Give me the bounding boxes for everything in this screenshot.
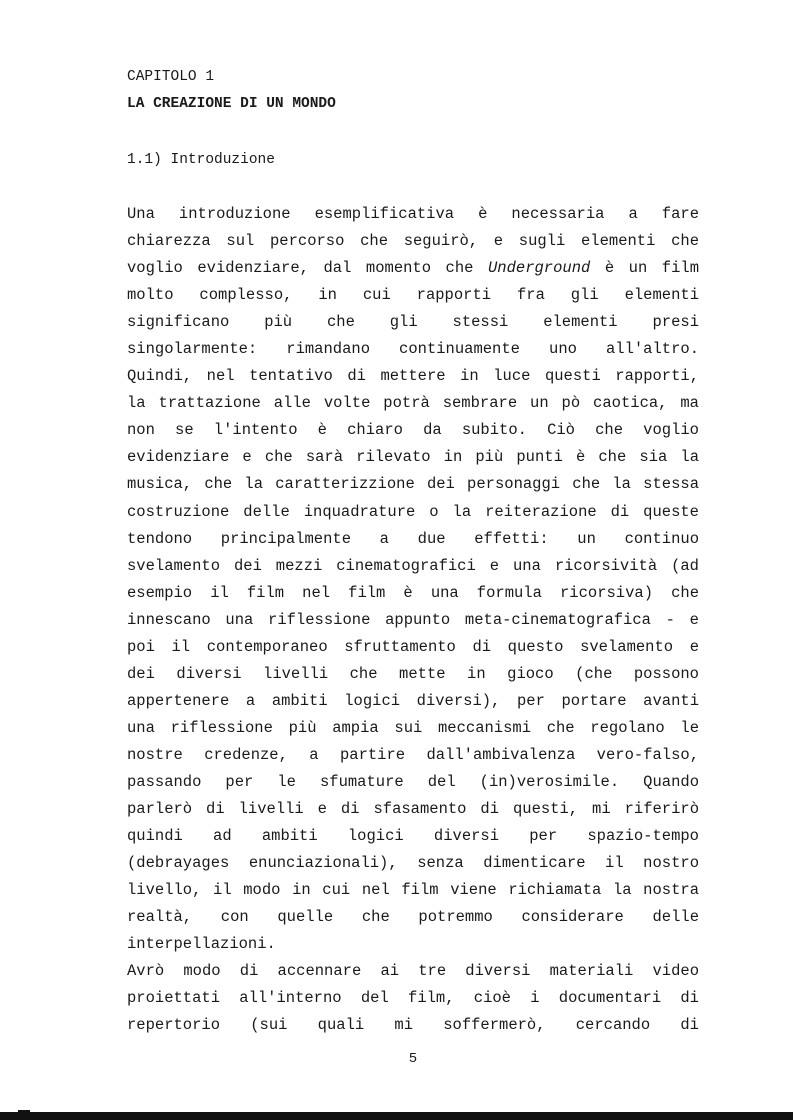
text-line: molto complesso, in cui rapporti fra gli elementi [127,286,699,305]
text-line: poi il contemporaneo sfruttamento di questo svelamento e [127,637,699,656]
text-line: costruzione delle inquadrature o la reiterazione di queste [127,502,699,521]
text-line: chiarezza sul percorso che seguirò, e sugli elementi che [127,232,699,251]
text-line: appertenere a ambiti logici diversi), per portare avanti [127,691,699,710]
chapter-title: LA CREAZIONE DI UN MONDO [127,96,336,112]
body-paragraphs [127,203,699,1041]
text-line: Quindi, nel tentativo di mettere in luce questi rapporti, [127,367,699,386]
text-line: realtà, con quelle che potremmo considerare delle [127,908,699,927]
text-line: interpellazioni. [127,935,276,954]
text-line: proiettati all'interno del film, cioè i documentari di [127,989,699,1008]
text-line: singolarmente: rimandano continuamente uno all'altro. [127,340,699,359]
text-line: innescano una riflessione appunto meta-cinematografica - e [127,610,699,629]
text-line: dei diversi livelli che mette in gioco (che possono [127,664,699,683]
text-line: Avrò modo di accennare ai tre diversi materiali video [127,962,699,981]
text-line: la trattazione alle volte potrà sembrare un pò caotica, ma [127,394,699,413]
text-line: (debrayages enunciazionali), senza dimenticare il nostro [127,854,699,873]
page-number: 5 [408,1051,418,1067]
text-line: repertorio (sui quali mi soffermerò, cercando di [127,1016,699,1035]
chapter-label: CAPITOLO 1 [127,69,215,85]
text-line: parlerò di livelli e di sfasamento di questi, mi riferirò [127,800,699,819]
text-line: non se l'intento è chiaro da subito. Ciò che voglio [127,421,699,440]
text-line: quindi ad ambiti logici diversi per spazio-tempo [127,827,699,846]
text-line: evidenziare e che sarà rilevato in più punti è che sia la [127,448,699,467]
film-title: Underground [487,259,591,278]
text-line: musica, che la caratterizzione dei personaggi che la stessa [127,475,699,494]
text-line: Una introduzione esemplificativa è necessaria a fare [127,205,699,223]
section-title: 1.1) Introduzione [127,152,275,168]
text-line-with-italic: voglio evidenziare, dal momento che Underground è un film [127,259,699,278]
text-line: svelamento dei mezzi cinematografici e una ricorsività (ad [127,556,699,575]
text-line: passando per le sfumature del (in)verosimile. Quando [127,772,699,791]
text-line: una riflessione più ampia sui meccanismi che regolano le [127,718,699,737]
text-line: esempio il film nel film è una formula ricorsiva) che [127,583,699,602]
scan-edge-bar [0,1112,793,1120]
text-line: livello, il modo in cui nel film viene richiamata la nostra [127,881,699,900]
text-line: significano più che gli stessi elementi presi [127,313,699,332]
text-line: tendono principalmente a due effetti: un continuo [127,529,699,548]
text-line: nostre credenze, a partire dall'ambivalenza vero-falso, [127,745,699,764]
